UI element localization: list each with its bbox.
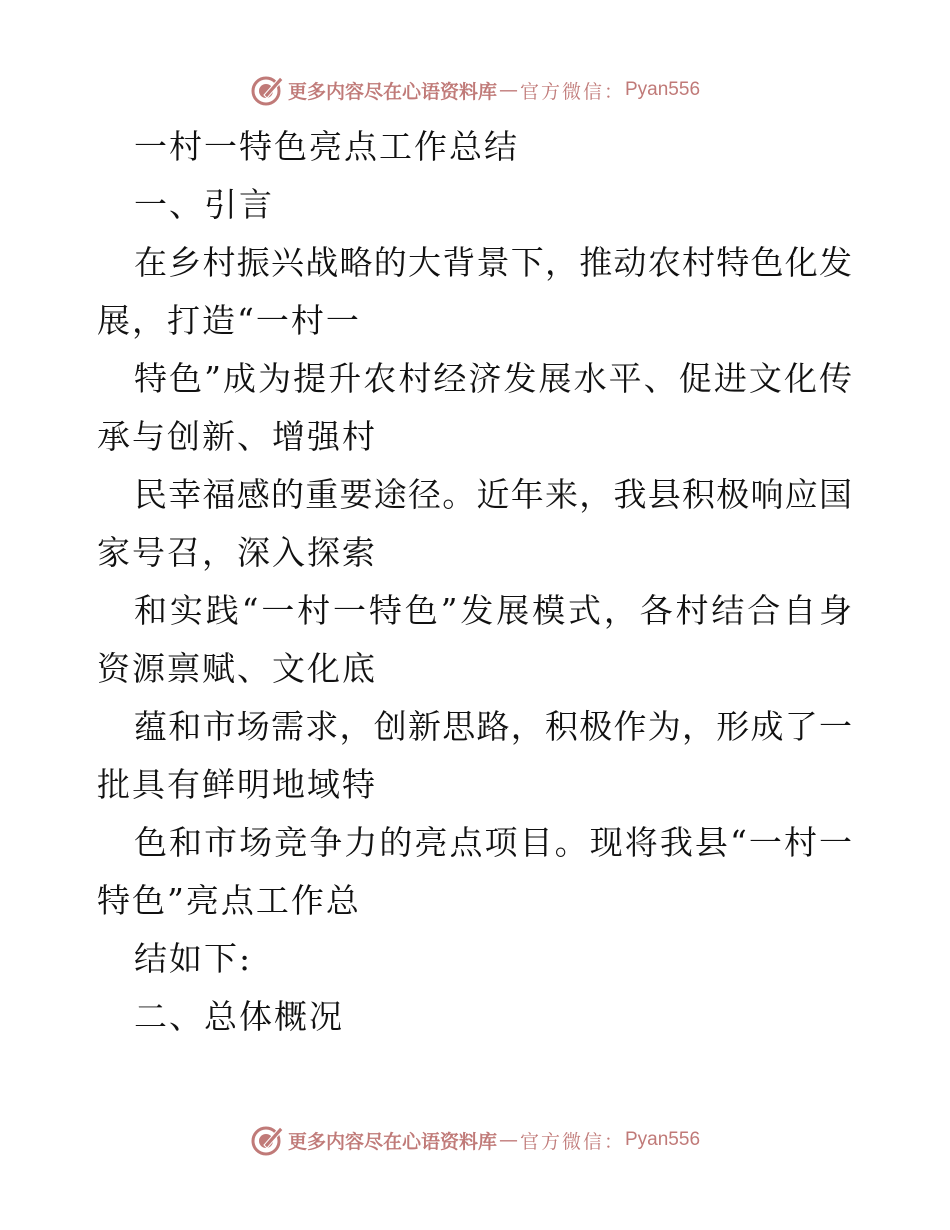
paragraph-line: 承与创新、增强村 bbox=[97, 417, 377, 456]
section-heading-overview: 二、总体概况 bbox=[134, 997, 344, 1036]
paragraph-line: 结如下: bbox=[134, 939, 253, 978]
header-wechat-id: Pyan556 bbox=[625, 79, 701, 100]
paragraph-line: 民幸福感的重要途径。近年来，我县积极响应国 bbox=[134, 475, 852, 514]
paragraph-line: 特色”成为提升农村经济发展水平、促进文化传 bbox=[134, 359, 852, 398]
paragraph-line: 资源禀赋、文化底 bbox=[97, 649, 377, 688]
section-heading-intro: 一、引言 bbox=[134, 185, 274, 224]
footer-wechat-id: Pyan556 bbox=[625, 1129, 701, 1150]
paragraph-line: 批具有鲜明地域特 bbox=[97, 765, 377, 804]
footer-brand-text: 更多内容尽在心语资料库 bbox=[287, 1130, 497, 1153]
header-wechat-label: 官方微信： bbox=[519, 80, 625, 103]
paragraph-line: 家号召，深入探索 bbox=[97, 533, 377, 572]
paragraph-line: 展，打造“一村一 bbox=[97, 301, 361, 340]
pen-logo-icon bbox=[250, 73, 284, 107]
header-brand-text: 更多内容尽在心语资料库 bbox=[287, 80, 497, 103]
footer-banner bbox=[0, 1120, 950, 1160]
document-title: 一村一特色亮点工作总结 bbox=[134, 127, 519, 166]
footer-dash: — bbox=[498, 1129, 518, 1151]
paragraph-line: 蕴和市场需求，创新思路，积极作为，形成了一 bbox=[134, 707, 852, 746]
paragraph-line: 特色”亮点工作总 bbox=[97, 881, 361, 920]
paragraph-line: 色和市场竞争力的亮点项目。现将我县“一村一 bbox=[134, 823, 852, 862]
paragraph-line: 和实践“一村一特色”发展模式，各村结合自身 bbox=[134, 591, 852, 630]
paragraph-line: 在乡村振兴战略的大背景下，推动农村特色化发 bbox=[134, 243, 852, 282]
pen-logo-icon bbox=[250, 1123, 284, 1157]
header-dash: — bbox=[498, 79, 518, 101]
header-banner bbox=[0, 70, 950, 110]
footer-wechat-label: 官方微信： bbox=[519, 1130, 625, 1153]
